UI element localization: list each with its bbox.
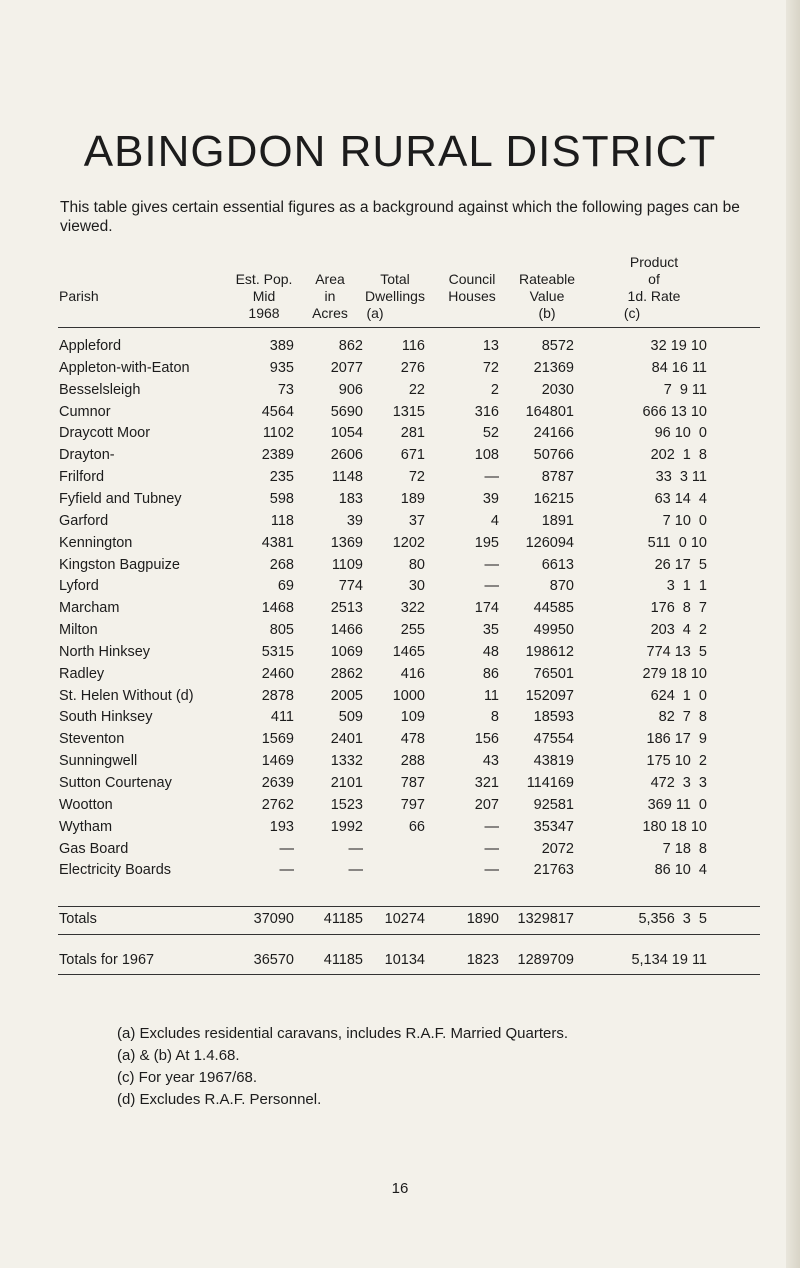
header-dwellings-line3: (a) <box>366 305 384 321</box>
row-council: 11 <box>483 687 499 704</box>
table-row <box>0 360 800 382</box>
row-area: 1369 <box>330 534 363 551</box>
table-row <box>0 578 800 600</box>
table-row <box>0 862 800 884</box>
row-product: 511 0 10 <box>647 534 707 551</box>
row-product: 279 18 10 <box>642 665 707 682</box>
header-pop-line2: Mid <box>252 288 276 304</box>
header-rateable-line1: Rateable <box>518 271 576 287</box>
row-pop: 118 <box>270 512 294 529</box>
row-product: 203 4 2 <box>650 622 707 639</box>
row-area: 1332 <box>330 753 363 770</box>
row-council: — <box>484 840 499 857</box>
row-area: 906 <box>338 381 363 398</box>
row-area: 1069 <box>330 643 363 660</box>
table-row <box>0 841 800 863</box>
header-pop-line1: Est. Pop. <box>235 271 293 287</box>
row-dwellings: 72 <box>408 469 425 486</box>
row-area: 2862 <box>330 665 363 682</box>
row-parish: Besselsleigh <box>59 381 141 398</box>
row-parish: St. Helen Without (d) <box>59 687 194 704</box>
header-rule <box>58 327 760 328</box>
row-area: 1523 <box>330 796 363 813</box>
row-council: 321 <box>474 775 499 791</box>
row-parish: Kennington <box>59 534 133 551</box>
totals-1967-product: 5,134 19 11 <box>631 952 707 968</box>
table-row <box>0 557 800 579</box>
footnote: (d) Excludes R.A.F. Personnel. <box>117 1091 322 1108</box>
table-row <box>0 535 800 557</box>
row-council: 4 <box>490 512 499 529</box>
row-council: 13 <box>482 338 499 354</box>
table-row <box>0 425 800 447</box>
table-row <box>0 819 800 841</box>
row-area: 862 <box>338 338 363 354</box>
row-rateable: 76501 <box>533 665 574 682</box>
row-council: 2 <box>490 381 499 398</box>
intro-paragraph: This table gives certain essential figures as a background against which the following pages can be viewed. <box>60 199 740 235</box>
row-pop: 2639 <box>261 775 294 791</box>
row-rateable: 92581 <box>533 796 574 813</box>
row-parish: Appleford <box>59 338 122 354</box>
row-area: 509 <box>338 709 363 726</box>
row-council: 156 <box>474 731 499 748</box>
row-product: 186 17 9 <box>646 731 707 748</box>
row-pop: 389 <box>269 338 294 354</box>
row-pop: 935 <box>269 359 294 376</box>
row-pop: 805 <box>269 622 294 639</box>
row-parish: Fyfield and Tubney <box>59 490 182 507</box>
table-row <box>0 469 800 491</box>
table-row <box>0 622 800 644</box>
row-dwellings: 671 <box>400 447 425 464</box>
table-row <box>0 775 800 797</box>
row-rateable: 49950 <box>533 622 574 639</box>
row-rateable: 21369 <box>533 359 574 376</box>
header-rateable-line3: (b) <box>538 305 556 321</box>
row-pop: 73 <box>277 381 294 398</box>
row-rateable: 47554 <box>533 731 574 748</box>
row-pop: 2878 <box>261 687 294 704</box>
row-parish: Draycott Moor <box>59 425 151 442</box>
totals-1967-rule <box>58 974 760 975</box>
header-product-line3: 1d. Rate <box>627 288 681 304</box>
row-dwellings: 37 <box>408 512 425 529</box>
row-product: 202 1 8 <box>650 447 707 464</box>
row-parish: Marcham <box>59 600 120 617</box>
row-parish: Gas Board <box>59 840 129 857</box>
row-rateable: 24166 <box>533 425 574 442</box>
row-product: 63 14 4 <box>654 490 707 507</box>
header-council-line2: Houses <box>448 288 496 304</box>
footnote: (a) Excludes residential caravans, includes R.A.F. Married Quarters. <box>117 1025 569 1042</box>
row-pop: 2762 <box>261 796 294 813</box>
table-row <box>0 338 800 360</box>
row-rateable: 114169 <box>526 775 574 791</box>
row-rateable: 50766 <box>533 447 574 464</box>
row-product: 175 10 2 <box>646 753 707 770</box>
row-area: 2401 <box>330 731 363 748</box>
row-parish: Appleton-with-Eaton <box>59 359 190 376</box>
row-area: 2606 <box>330 447 363 464</box>
page-title: ABINGDON RURAL DISTRICT <box>83 127 717 177</box>
row-product: 180 18 10 <box>642 818 707 835</box>
row-parish: Cumnor <box>59 403 111 420</box>
totals-parish: Totals <box>59 911 97 927</box>
row-parish: Steventon <box>59 731 125 748</box>
table-row <box>0 688 800 710</box>
row-dwellings: 116 <box>401 338 425 354</box>
row-rateable: 43819 <box>533 753 574 770</box>
row-area: 5690 <box>330 403 363 420</box>
row-parish: Kingston Bagpuize <box>59 556 180 573</box>
header-product-line2: of <box>648 271 660 287</box>
header-dwellings-line1: Total <box>380 271 410 287</box>
row-rateable: 6613 <box>541 556 574 573</box>
totals-area: 41185 <box>323 911 363 927</box>
header-council-line1: Council <box>448 271 496 287</box>
row-area: 2077 <box>330 359 363 376</box>
header-parish: Parish <box>59 288 99 304</box>
header-rateable-line2: Value <box>529 288 565 304</box>
row-council: 52 <box>482 425 499 442</box>
row-parish: Garford <box>59 512 109 529</box>
row-dwellings: 1000 <box>392 687 425 704</box>
row-parish: Milton <box>59 622 98 639</box>
row-council: 86 <box>482 665 499 682</box>
row-rateable: 2072 <box>541 840 574 857</box>
row-dwellings: 30 <box>408 578 425 595</box>
row-dwellings: 80 <box>408 556 425 573</box>
row-pop: 69 <box>277 578 294 595</box>
row-product: 96 10 0 <box>654 425 707 442</box>
row-product: 86 10 4 <box>654 862 707 879</box>
row-area: 183 <box>338 490 363 507</box>
page-number: 16 <box>391 1180 409 1197</box>
row-area: 1466 <box>330 622 363 639</box>
row-rateable: 164801 <box>525 403 574 420</box>
row-pop: 4564 <box>261 403 294 420</box>
row-pop: 4381 <box>261 534 294 551</box>
totals-pop: 37090 <box>253 911 294 927</box>
totals-row <box>0 911 800 933</box>
row-dwellings: 255 <box>400 622 425 639</box>
row-rateable: 870 <box>549 578 574 595</box>
totals-1967-parish: Totals for 1967 <box>59 952 155 968</box>
row-council: — <box>484 818 499 835</box>
row-pop: 193 <box>269 818 294 835</box>
row-product: 26 17 5 <box>654 556 707 573</box>
totals-1967-rateable: 1289709 <box>517 952 574 968</box>
row-parish: Electricity Boards <box>59 862 172 879</box>
table-row <box>0 753 800 775</box>
row-area: 774 <box>338 578 363 595</box>
table-row <box>0 709 800 731</box>
totals-1967-council: 1823 <box>466 952 499 968</box>
row-rateable: 1891 <box>541 512 574 529</box>
row-rateable: 198612 <box>525 643 574 660</box>
header-area-line1: Area <box>315 271 345 287</box>
row-council: 195 <box>474 534 499 551</box>
row-council: 207 <box>474 796 499 813</box>
row-product: 7 9 11 <box>663 381 707 398</box>
row-product: 7 10 0 <box>662 512 707 529</box>
row-product: 7 18 8 <box>662 840 707 857</box>
row-area: 2005 <box>330 687 363 704</box>
row-council: — <box>484 469 499 486</box>
row-product: 369 11 0 <box>647 796 707 813</box>
row-dwellings: 1315 <box>392 403 425 420</box>
header-area-line3: Acres <box>312 305 348 321</box>
row-parish: South Hinksey <box>59 709 153 726</box>
row-dwellings: 322 <box>400 600 425 617</box>
row-area: — <box>348 862 363 879</box>
row-parish: Wootton <box>59 796 113 813</box>
header-product-line1: Product <box>629 254 679 270</box>
footnotes <box>117 1023 568 1111</box>
row-council: 72 <box>482 359 499 376</box>
row-council: 108 <box>474 447 499 464</box>
row-product: 32 19 10 <box>650 338 707 354</box>
row-parish: Drayton- <box>59 447 115 464</box>
row-council: — <box>484 556 499 573</box>
table-row <box>0 666 800 688</box>
row-rateable: 18593 <box>533 709 574 726</box>
row-pop: — <box>279 862 294 879</box>
row-dwellings: 22 <box>408 381 425 398</box>
row-parish: North Hinksey <box>59 643 151 660</box>
row-pop: 268 <box>269 556 294 573</box>
row-council: — <box>484 862 499 879</box>
row-parish: Wytham <box>59 818 113 835</box>
row-area: 1054 <box>330 425 363 442</box>
row-council: — <box>484 578 499 595</box>
row-pop: 598 <box>269 490 294 507</box>
totals-1967-pop: 36570 <box>253 952 294 968</box>
totals-1967-dwellings: 10134 <box>384 952 425 968</box>
row-product: 774 13 5 <box>646 643 707 660</box>
row-dwellings: 416 <box>400 665 425 682</box>
row-dwellings: 288 <box>400 753 425 770</box>
row-product: 33 3 11 <box>655 469 707 486</box>
row-rateable: 8572 <box>541 338 574 354</box>
table-row <box>0 731 800 753</box>
row-parish: Lyford <box>59 578 99 595</box>
row-pop: 235 <box>269 469 294 486</box>
row-parish: Frilford <box>59 469 105 486</box>
row-area: 1992 <box>330 818 363 835</box>
totals-top-rule <box>58 906 760 907</box>
row-dwellings: 109 <box>400 709 425 726</box>
totals-bottom-rule <box>58 934 760 935</box>
row-pop: 1469 <box>261 753 294 770</box>
row-dwellings: 276 <box>400 359 425 376</box>
row-pop: 5315 <box>261 643 294 660</box>
totals-1967-row <box>0 952 800 974</box>
row-pop: 411 <box>270 709 294 726</box>
table-row <box>0 404 800 426</box>
totals-product: 5,356 3 5 <box>638 911 707 927</box>
row-dwellings: 1465 <box>392 643 425 660</box>
table-row <box>0 447 800 469</box>
header-pop-line3: 1968 <box>248 305 280 321</box>
row-parish: Sunningwell <box>59 753 138 770</box>
row-council: 43 <box>482 753 499 770</box>
footnote: (a) & (b) At 1.4.68. <box>117 1047 240 1064</box>
row-dwellings: 1202 <box>392 534 425 551</box>
row-council: 316 <box>474 403 499 420</box>
row-council: 35 <box>482 622 499 639</box>
row-product: 84 16 11 <box>651 359 707 376</box>
totals-1967-area: 41185 <box>323 952 363 968</box>
row-pop: 2389 <box>261 447 294 464</box>
row-dwellings: 66 <box>408 818 425 835</box>
row-area: 39 <box>346 512 363 529</box>
row-area: 2101 <box>330 775 363 791</box>
footnote: (c) For year 1967/68. <box>117 1069 258 1086</box>
row-pop: 1569 <box>261 731 294 748</box>
totals-dwellings: 10274 <box>384 911 425 927</box>
row-council: 39 <box>482 490 499 507</box>
row-product: 82 7 8 <box>658 709 707 726</box>
row-dwellings: 478 <box>400 731 425 748</box>
totals-rateable: 1329817 <box>517 911 574 927</box>
row-pop: 2460 <box>261 665 294 682</box>
row-area: 1109 <box>331 556 363 573</box>
table-row <box>0 513 800 535</box>
header-area-line2: in <box>324 288 336 304</box>
row-dwellings: 189 <box>400 490 425 507</box>
row-pop: — <box>279 840 294 857</box>
table-row <box>0 382 800 404</box>
table-row <box>0 491 800 513</box>
row-rateable: 21763 <box>533 862 574 879</box>
row-dwellings: 281 <box>400 425 425 442</box>
row-dwellings: 797 <box>400 796 425 813</box>
row-council: 8 <box>490 709 499 726</box>
row-parish: Sutton Courtenay <box>59 775 172 791</box>
row-product: 624 1 0 <box>650 687 707 704</box>
row-area: 2513 <box>330 600 363 617</box>
header-dwellings-line2: Dwellings <box>365 288 425 304</box>
row-product: 176 8 7 <box>650 600 707 617</box>
row-product: 472 3 3 <box>650 775 707 791</box>
row-product: 3 1 1 <box>666 578 707 595</box>
row-pop: 1102 <box>262 425 294 442</box>
row-product: 666 13 10 <box>642 403 707 420</box>
row-pop: 1468 <box>261 600 294 617</box>
header-product-line4: (c) <box>623 305 641 321</box>
row-rateable: 8787 <box>541 469 574 486</box>
row-council: 48 <box>482 643 499 660</box>
row-area: — <box>348 840 363 857</box>
row-rateable: 2030 <box>541 381 574 398</box>
row-parish: Radley <box>59 665 105 682</box>
row-rateable: 126094 <box>525 534 574 551</box>
row-rateable: 35347 <box>533 818 574 835</box>
row-dwellings: 787 <box>400 775 425 791</box>
table-row <box>0 797 800 819</box>
totals-council: 1890 <box>466 911 499 927</box>
row-area: 1148 <box>331 469 363 486</box>
row-rateable: 44585 <box>533 600 574 617</box>
table-row <box>0 644 800 666</box>
row-rateable: 16215 <box>533 490 574 507</box>
row-council: 174 <box>474 600 499 617</box>
row-rateable: 152097 <box>525 687 574 704</box>
table-row <box>0 600 800 622</box>
